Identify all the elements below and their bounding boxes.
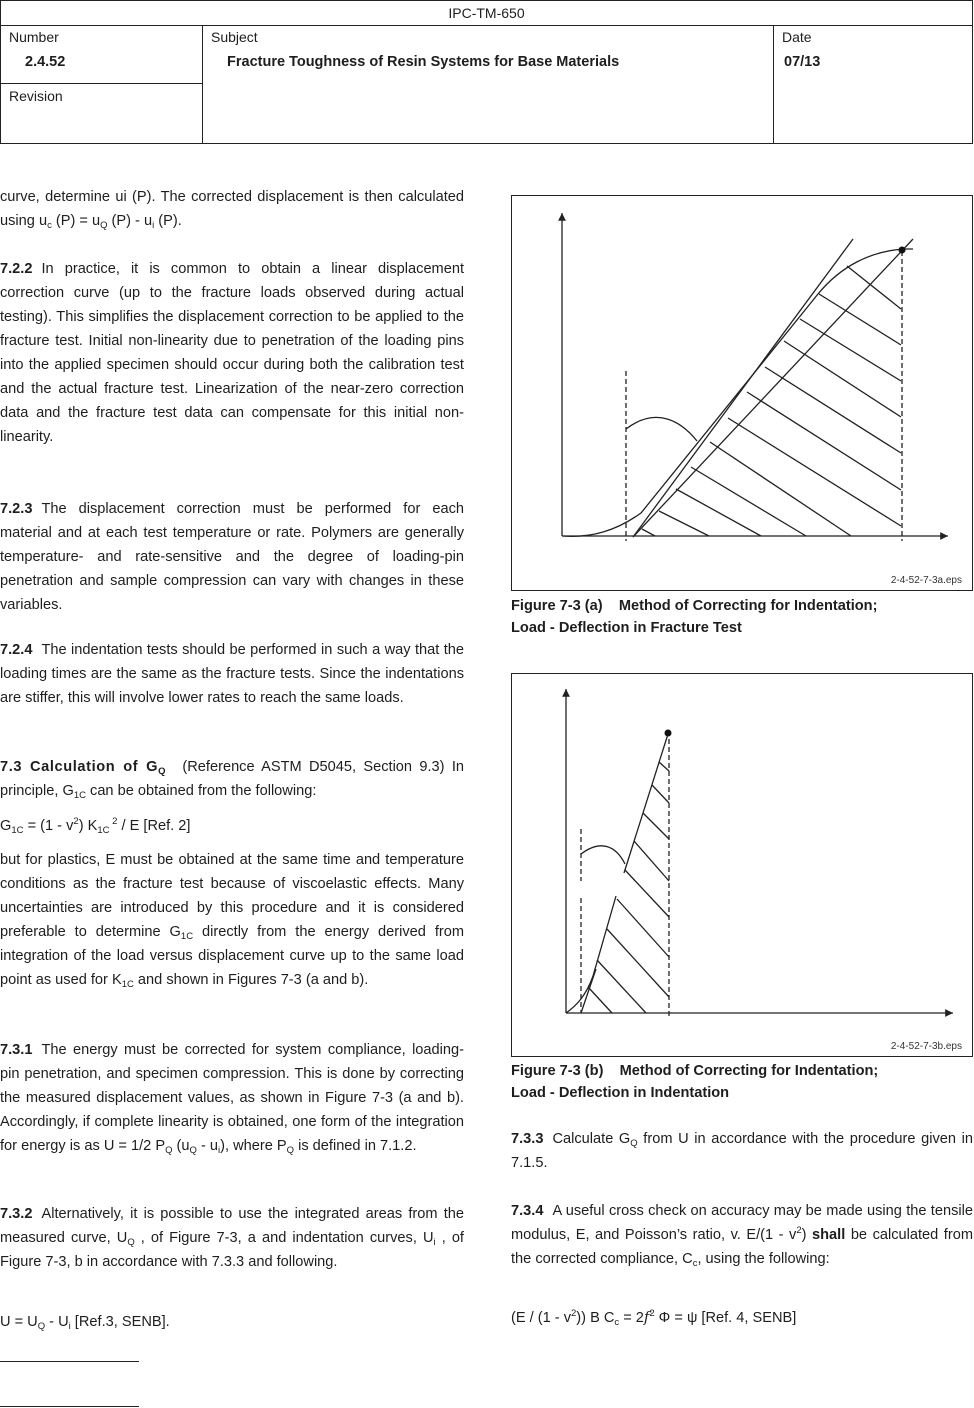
figure-7-3a: [511, 195, 973, 591]
paragraph-7-3-2: 7.3.2 Alternatively, it is possible to use the integrated areas from the measured curve, $U_Q$ , of Figure 7-3, a and indentation curves, $U_i$ , of Figure 7-3, b in accordance with 7.3.3 and following.: [0, 1206, 464, 1270]
paragraph-7-3-4: 7.3.4 A useful cross check on accuracy may be made using the tensile modulus, E, and Poisson’s ratio, v. $E/(1 - v^2)$ shall be calculated from the corrected compliance, $C_c$, using the following:: [511, 1203, 973, 1269]
paragraph-7-3: 7.3 Calculation of $G_Q$ (Reference ASTM D5045, Section 9.3) In principle, $G_{1C}$ can be obtained from the following:: [0, 759, 465, 801]
equation-u: $U = U_Q - U_i$ [Ref.3, SENB].: [0, 1314, 170, 1332]
equation-compliance: $(E / (1 - v^2))$ B $C_c = 2f^2$ Φ = ψ [Ref. 4, SENB]: [511, 1308, 797, 1328]
section-number: 7.2.3: [0, 501, 33, 517]
section-number: 7.2.4: [0, 642, 33, 658]
date-cell: [774, 25, 973, 144]
paragraph-7-3-1: 7.3.1 The energy must be corrected for system compliance, loading-pin penetration, and specimen compression. This is done by correcting the measured displacement values, as shown in Figure 7-3 (a and b). Accordingly, if complete linearity is obtained, one form of the integration for energy is as U = 1/2 $P_Q$ $(u_Q - u_i)$, where $P_Q$ is defined in 7.1.2.: [0, 1042, 464, 1156]
load-deflection-fracture-diagram: [512, 196, 974, 592]
number-cell: [1, 25, 203, 84]
section-number: 7.3.4: [511, 1203, 544, 1219]
section-number: 7.3.1: [0, 1042, 33, 1058]
figure-7-3b: [511, 673, 973, 1057]
revision-label: Revision: [9, 88, 63, 104]
subject-cell: [203, 25, 774, 144]
section-number: 7.3.3: [511, 1131, 544, 1147]
load-deflection-indentation-diagram: [512, 674, 974, 1058]
section-number: 7.2.2: [0, 261, 33, 277]
subject-label: Subject: [211, 29, 258, 45]
equation-g1c: $G_{1C} = (1 - v^2)$ $K_{1C}$ $^2$ / E [Ref. 2]: [0, 816, 191, 836]
date-value: 07/13: [784, 54, 821, 70]
section-heading: 7.3 Calculation of $G_Q$: [0, 759, 167, 777]
paragraph-7-2-3: 7.2.3 The displacement correction must be performed for each material and at each test temperature or rate. Polymers are generally temperature- and rate-sensitive and the degree of loading-pin penetration and sample compression can vary with changes in these variables.: [0, 501, 464, 613]
footnote-rule: [0, 1406, 139, 1407]
standard-title: IPC-TM-650: [1, 1, 972, 26]
figure-7-3a-caption: Figure 7-3 (a) Method of Correcting for Indentation; Load - Deflection in Fracture Test: [511, 598, 878, 636]
paragraph-7-3-3: 7.3.3 Calculate $G_Q$ from U in accordance with the procedure given in 7.1.5.: [511, 1131, 973, 1171]
number-value: 2.4.52: [25, 54, 66, 70]
footnote-rule: [0, 1361, 139, 1362]
paragraph-intro: curve, determine ui (P). The corrected displacement is then calculated using $u_c$ $(P) = u_Q$ $(P) - u_i$ (P).: [0, 189, 464, 231]
figure-7-3b-caption: Figure 7-3 (b) Method of Correcting for Indentation; Load - Deflection in Indentation: [511, 1063, 879, 1101]
paragraph-7-2-4: 7.2.4 The indentation tests should be performed in such a way that the loading times are the same as the fracture tests. Since the indentations are stiffer, this will involve lower rates to reach the same loads.: [0, 642, 464, 706]
document-header: [0, 0, 973, 144]
subject-value: Fracture Toughness of Resin Systems for Base Materials: [227, 54, 620, 70]
paragraph-7-3-continued: but for plastics, E must be obtained at the same time and temperature conditions as the fracture test because of viscoelastic effects. Many uncertainties are introduced by this procedure and it is considered preferable to determine $G_{1C}$ directly from the energy derived from integration of the load versus displacement curve up to the same load point as used for $K_{1C}$ and shown in Figures 7-3 (a and b).: [0, 852, 465, 990]
figure-filename: 2-4-52-7-3a.eps: [890, 575, 962, 586]
date-label: Date: [782, 29, 812, 45]
paragraph-7-2-2: 7.2.2 In practice, it is common to obtain a linear displacement correction curve (up to the fracture loads observed during actual testing). This simplifies the displacement correction to be applied to the fracture test. Initial non-linearity due to penetration of the loading pins into the applied specimen should occur during both the calibration test and the actual fracture test. Linearization of the near-zero correction data and the fracture test data can compensate for this initial non-linearity.: [0, 261, 464, 445]
section-number: 7.3.2: [0, 1206, 33, 1222]
number-label: Number: [9, 29, 59, 45]
figure-filename: 2-4-52-7-3b.eps: [890, 1041, 962, 1052]
revision-cell: [1, 84, 203, 144]
